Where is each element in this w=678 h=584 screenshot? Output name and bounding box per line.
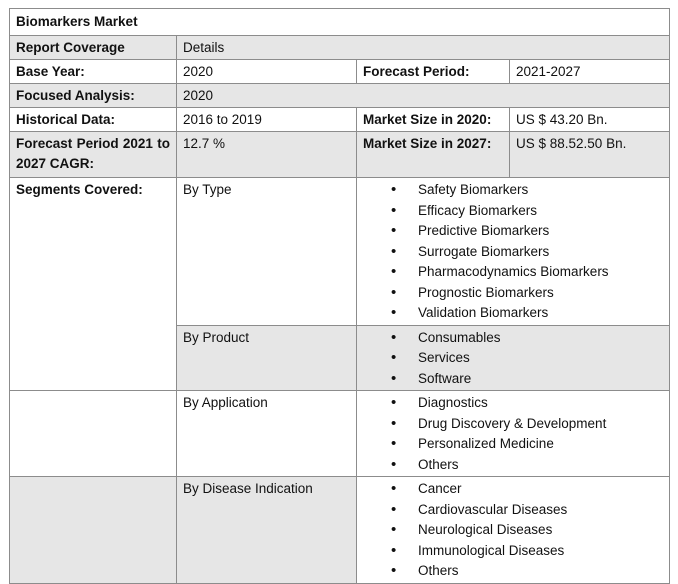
segment-items: [357, 477, 670, 584]
cagr-value: 12.7 %: [177, 132, 357, 178]
focused-analysis-row: [10, 84, 670, 108]
list-item: • Efficacy Biomarkers: [391, 201, 663, 222]
segment-row-type: [10, 178, 670, 326]
list-item: • Drug Discovery & Development: [391, 414, 663, 435]
list-item: • Cancer: [391, 479, 663, 500]
forecast-period-label: Forecast Period:: [357, 60, 510, 84]
base-year-value: 2020: [177, 60, 357, 84]
list-item: • Prognostic Biomarkers: [391, 283, 663, 304]
list-item: • Safety Biomarkers: [391, 180, 663, 201]
list-item: • Services: [391, 348, 663, 369]
list-item: • Validation Biomarkers: [391, 303, 663, 324]
list-item: • Others: [391, 561, 663, 582]
segment-list-application: [363, 393, 663, 475]
header-row: [10, 36, 670, 60]
header-label: Report Coverage: [10, 36, 177, 60]
list-item: • Immunological Diseases: [391, 541, 663, 562]
segment-items: [357, 391, 670, 477]
focused-analysis-label: Focused Analysis:: [10, 84, 177, 108]
segments-label-spacer: [10, 325, 177, 391]
segment-name: By Product: [177, 325, 357, 391]
segments-covered-label: Segments Covered:: [10, 178, 177, 326]
list-item: • Predictive Biomarkers: [391, 221, 663, 242]
table-title: Biomarkers Market: [10, 9, 670, 36]
segments-label-spacer: [10, 391, 177, 477]
list-item: • Others: [391, 455, 663, 476]
historical-data-row: [10, 108, 670, 132]
list-item: • Surrogate Biomarkers: [391, 242, 663, 263]
segment-row-application: [10, 391, 670, 477]
segments-label-spacer: [10, 477, 177, 584]
list-item: • Neurological Diseases: [391, 520, 663, 541]
historical-data-value: 2016 to 2019: [177, 108, 357, 132]
segment-name: By Disease Indication: [177, 477, 357, 584]
market-size-2027-label: Market Size in 2027:: [357, 132, 510, 178]
base-year-label: Base Year:: [10, 60, 177, 84]
segment-row-product: [10, 325, 670, 391]
market-size-2027-value: US $ 88.52.50 Bn.: [510, 132, 670, 178]
cagr-label: Forecast Period 2021 to 2027 CAGR:: [10, 132, 177, 178]
segment-name: By Application: [177, 391, 357, 477]
segment-list-product: [363, 328, 663, 390]
market-report-table: [9, 8, 670, 584]
list-item: • Software: [391, 369, 663, 390]
list-item: • Consumables: [391, 328, 663, 349]
header-value: Details: [177, 36, 670, 60]
title-row: [10, 9, 670, 36]
segment-list-type: [363, 180, 663, 324]
focused-analysis-value: 2020: [177, 84, 670, 108]
segment-items: [357, 178, 670, 326]
list-item: • Diagnostics: [391, 393, 663, 414]
market-size-2020-label: Market Size in 2020:: [357, 108, 510, 132]
cagr-row: [10, 132, 670, 178]
forecast-period-value: 2021-2027: [510, 60, 670, 84]
segment-items: [357, 325, 670, 391]
segment-name: By Type: [177, 178, 357, 326]
base-year-row: [10, 60, 670, 84]
segment-list-disease: [363, 479, 663, 582]
market-size-2020-value: US $ 43.20 Bn.: [510, 108, 670, 132]
segment-row-disease: [10, 477, 670, 584]
list-item: • Personalized Medicine: [391, 434, 663, 455]
list-item: • Pharmacodynamics Biomarkers: [391, 262, 663, 283]
historical-data-label: Historical Data:: [10, 108, 177, 132]
list-item: • Cardiovascular Diseases: [391, 500, 663, 521]
